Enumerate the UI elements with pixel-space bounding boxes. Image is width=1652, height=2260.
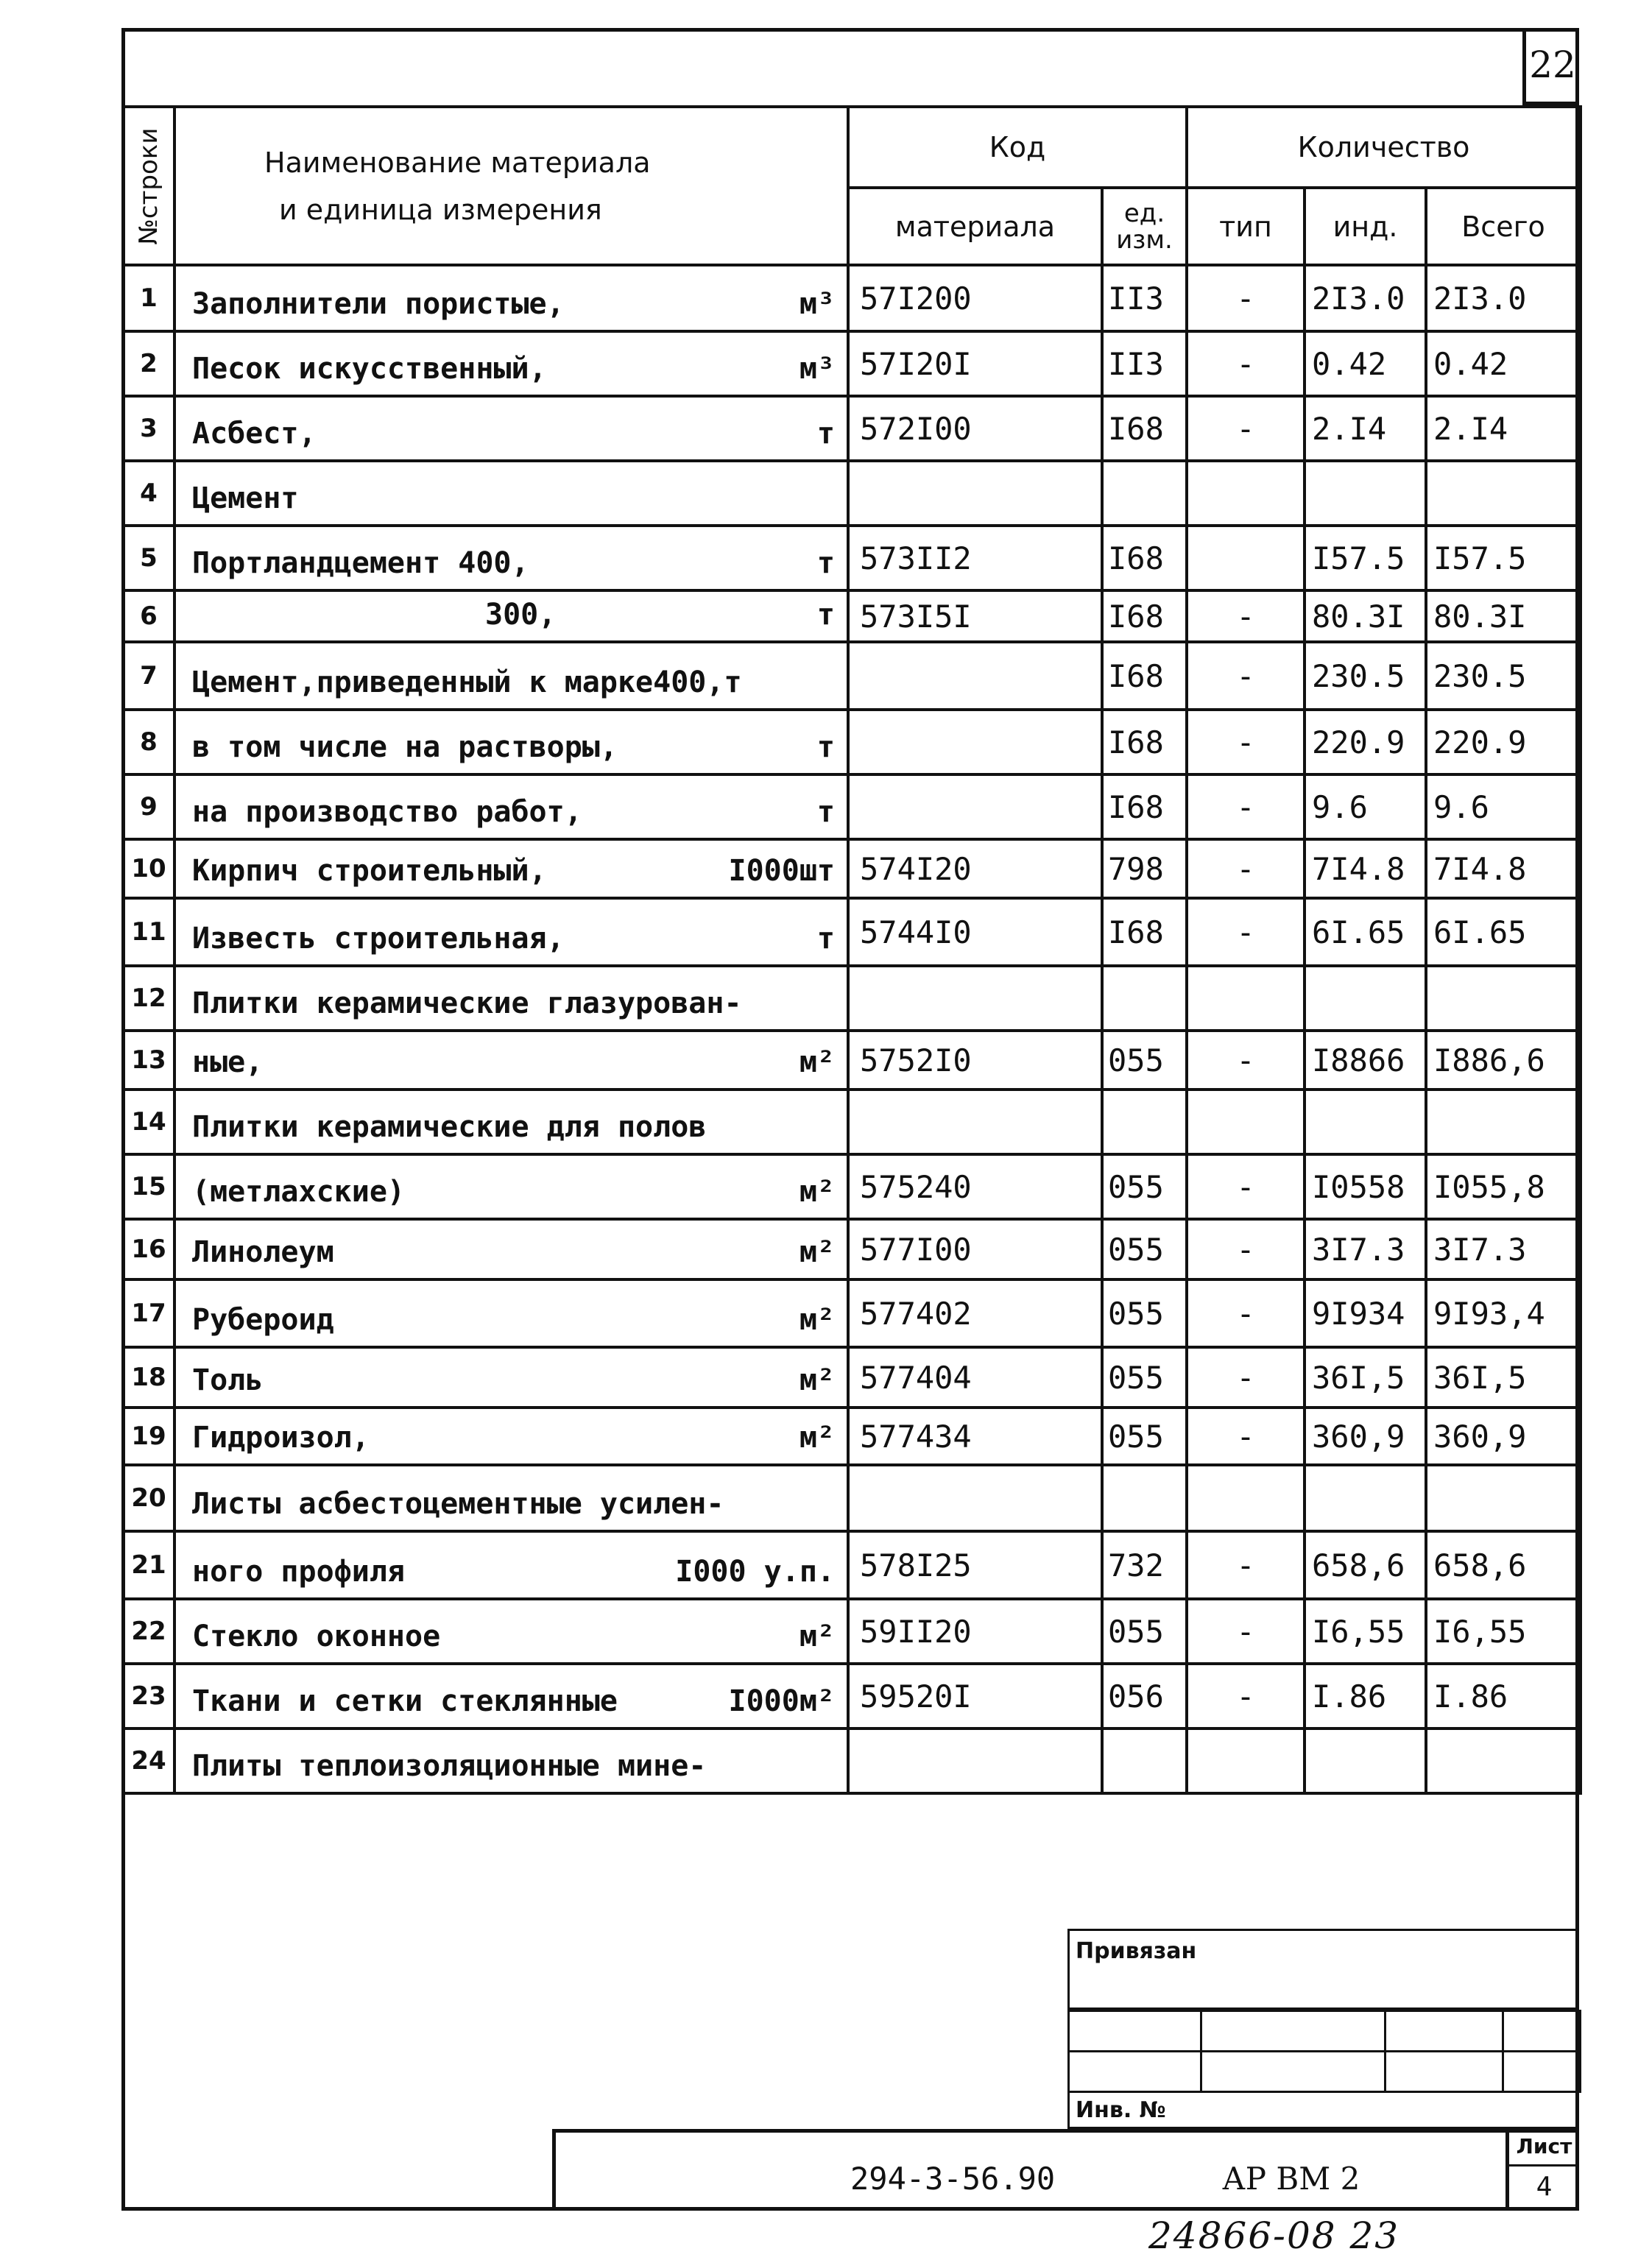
row-number: 4 bbox=[123, 461, 174, 526]
material-name-cell bbox=[174, 710, 848, 774]
qty-type: - bbox=[1187, 1154, 1305, 1219]
table-row bbox=[123, 966, 1581, 1031]
row-number: 12 bbox=[123, 966, 174, 1031]
qty-type bbox=[1187, 1728, 1305, 1793]
table-row bbox=[123, 1465, 1581, 1531]
header-qty-ind: инд. bbox=[1305, 188, 1426, 265]
qty-type: - bbox=[1187, 1031, 1305, 1090]
unit-code bbox=[1102, 461, 1187, 526]
material-unit: I000м² bbox=[728, 1684, 835, 1718]
table-row bbox=[123, 461, 1581, 526]
material-name-cell bbox=[174, 898, 848, 966]
header-quantity-group: Количество bbox=[1187, 107, 1581, 188]
qty-total: I6,55 bbox=[1426, 1599, 1581, 1664]
table-row bbox=[123, 1599, 1581, 1664]
material-name-cell bbox=[174, 1031, 848, 1090]
unit-code: I68 bbox=[1102, 898, 1187, 966]
qty-type bbox=[1187, 1090, 1305, 1154]
material-name: Листы асбестоцементные усилен- bbox=[192, 1487, 724, 1521]
qty-total: 80.3I bbox=[1426, 590, 1581, 642]
qty-type: - bbox=[1187, 1408, 1305, 1465]
material-code: 577404 bbox=[848, 1347, 1102, 1408]
qty-total: 220.9 bbox=[1426, 710, 1581, 774]
header-code-group: Код bbox=[848, 107, 1187, 188]
material-name: Асбест, bbox=[192, 417, 317, 451]
unit-code: 055 bbox=[1102, 1219, 1187, 1279]
material-code bbox=[848, 1728, 1102, 1793]
table-row bbox=[123, 1219, 1581, 1279]
table-row bbox=[123, 1408, 1581, 1465]
qty-type: - bbox=[1187, 396, 1305, 461]
table-row bbox=[123, 590, 1581, 642]
qty-ind: I0558 bbox=[1305, 1154, 1426, 1219]
unit-code: 055 bbox=[1102, 1599, 1187, 1664]
title-block bbox=[552, 2129, 1579, 2211]
row-number: 22 bbox=[123, 1599, 174, 1664]
qty-ind: I57.5 bbox=[1305, 526, 1426, 590]
unit-code bbox=[1102, 966, 1187, 1031]
unit-code: I68 bbox=[1102, 774, 1187, 839]
row-number: 23 bbox=[123, 1664, 174, 1728]
unit-code bbox=[1102, 1465, 1187, 1531]
table-row bbox=[123, 1090, 1581, 1154]
table-row bbox=[123, 526, 1581, 590]
material-code bbox=[848, 1465, 1102, 1531]
material-name: в том числе на растворы, bbox=[192, 730, 618, 764]
material-unit: м² bbox=[799, 1421, 835, 1455]
material-code bbox=[848, 710, 1102, 774]
material-name-cell bbox=[174, 839, 848, 898]
table-row bbox=[123, 1531, 1581, 1599]
qty-type: - bbox=[1187, 1279, 1305, 1347]
row-number: 6 bbox=[123, 590, 174, 642]
material-name-cell bbox=[174, 1279, 848, 1347]
material-unit: м² bbox=[799, 1175, 835, 1209]
material-code bbox=[848, 461, 1102, 526]
qty-ind: 220.9 bbox=[1305, 710, 1426, 774]
unit-code bbox=[1102, 1090, 1187, 1154]
material-code: 5744I0 bbox=[848, 898, 1102, 966]
material-name: Цемент,приведенный к марке400,т bbox=[192, 665, 742, 699]
material-unit: м² bbox=[799, 1235, 835, 1269]
unit-code: 055 bbox=[1102, 1279, 1187, 1347]
row-number: 14 bbox=[123, 1090, 174, 1154]
material-name-cell bbox=[174, 1728, 848, 1793]
qty-type: - bbox=[1187, 1599, 1305, 1664]
table-row bbox=[123, 1347, 1581, 1408]
qty-type: - bbox=[1187, 331, 1305, 396]
header-qty-type: тип bbox=[1187, 188, 1305, 265]
material-name: Известь строительная, bbox=[192, 922, 565, 956]
qty-total: I.86 bbox=[1426, 1664, 1581, 1728]
table-row bbox=[123, 1154, 1581, 1219]
bound-label: Привязан bbox=[1067, 1929, 1579, 2010]
table-row bbox=[123, 1031, 1581, 1090]
row-number: 1 bbox=[123, 265, 174, 331]
material-unit: т bbox=[816, 795, 835, 829]
material-name-cell bbox=[174, 331, 848, 396]
material-code: 59II20 bbox=[848, 1599, 1102, 1664]
table-row bbox=[123, 1664, 1581, 1728]
qty-type bbox=[1187, 526, 1305, 590]
qty-type: - bbox=[1187, 1531, 1305, 1599]
material-name-cell bbox=[174, 396, 848, 461]
material-name: ного профиля bbox=[192, 1555, 405, 1589]
qty-ind: 0.42 bbox=[1305, 331, 1426, 396]
material-code: 577I00 bbox=[848, 1219, 1102, 1279]
qty-total: 6I.65 bbox=[1426, 898, 1581, 966]
qty-ind: 6I.65 bbox=[1305, 898, 1426, 966]
unit-code: I68 bbox=[1102, 526, 1187, 590]
qty-type: - bbox=[1187, 898, 1305, 966]
row-number: 7 bbox=[123, 642, 174, 710]
material-name: 300, bbox=[485, 598, 557, 632]
qty-total: 7I4.8 bbox=[1426, 839, 1581, 898]
material-code: 577402 bbox=[848, 1279, 1102, 1347]
material-name: Толь bbox=[192, 1363, 264, 1397]
row-number: 2 bbox=[123, 331, 174, 396]
qty-ind: 230.5 bbox=[1305, 642, 1426, 710]
material-name: Плитки керамические для полов bbox=[192, 1110, 707, 1144]
row-number: 24 bbox=[123, 1728, 174, 1793]
qty-ind: 360,9 bbox=[1305, 1408, 1426, 1465]
qty-total: 0.42 bbox=[1426, 331, 1581, 396]
row-number: 5 bbox=[123, 526, 174, 590]
qty-type: - bbox=[1187, 774, 1305, 839]
material-code bbox=[848, 774, 1102, 839]
material-name: Стекло оконное bbox=[192, 1620, 441, 1653]
qty-ind: 9.6 bbox=[1305, 774, 1426, 839]
qty-ind: 2.I4 bbox=[1305, 396, 1426, 461]
qty-ind: I8866 bbox=[1305, 1031, 1426, 1090]
qty-ind: 658,6 bbox=[1305, 1531, 1426, 1599]
row-number: 10 bbox=[123, 839, 174, 898]
material-name: Заполнители пористые, bbox=[192, 287, 565, 321]
table-row bbox=[123, 774, 1581, 839]
row-number: 20 bbox=[123, 1465, 174, 1531]
unit-code: 732 bbox=[1102, 1531, 1187, 1599]
qty-ind bbox=[1305, 1728, 1426, 1793]
table-row bbox=[123, 396, 1581, 461]
material-code: 59520I bbox=[848, 1664, 1102, 1728]
material-unit: I000 у.п. bbox=[675, 1555, 835, 1589]
table-row bbox=[123, 839, 1581, 898]
unit-code: I68 bbox=[1102, 590, 1187, 642]
material-code bbox=[848, 642, 1102, 710]
material-name: Гидроизол, bbox=[192, 1421, 370, 1455]
qty-type: - bbox=[1187, 710, 1305, 774]
unit-code bbox=[1102, 1728, 1187, 1793]
qty-ind: I6,55 bbox=[1305, 1599, 1426, 1664]
material-code: 573I5I bbox=[848, 590, 1102, 642]
qty-total: 9.6 bbox=[1426, 774, 1581, 839]
material-name-cell bbox=[174, 265, 848, 331]
row-number: 3 bbox=[123, 396, 174, 461]
material-name: (метлахские) bbox=[192, 1175, 405, 1209]
row-number: 13 bbox=[123, 1031, 174, 1090]
unit-code: I68 bbox=[1102, 396, 1187, 461]
qty-ind bbox=[1305, 1465, 1426, 1531]
sheet-box bbox=[1505, 2129, 1579, 2211]
qty-total: I886,6 bbox=[1426, 1031, 1581, 1090]
material-unit: I000шт bbox=[728, 854, 835, 888]
unit-code: 056 bbox=[1102, 1664, 1187, 1728]
qty-total: 2.I4 bbox=[1426, 396, 1581, 461]
material-name: на производство работ, bbox=[192, 795, 582, 829]
row-number: 8 bbox=[123, 710, 174, 774]
qty-type bbox=[1187, 1465, 1305, 1531]
material-name-cell bbox=[174, 1599, 848, 1664]
unit-code: 055 bbox=[1102, 1347, 1187, 1408]
sheet-number: 4 bbox=[1536, 2172, 1553, 2202]
header-code-material: материала bbox=[848, 188, 1102, 265]
row-number: 9 bbox=[123, 774, 174, 839]
qty-ind: I.86 bbox=[1305, 1664, 1426, 1728]
inventory-label: Инв. № bbox=[1067, 2091, 1579, 2129]
qty-total bbox=[1426, 966, 1581, 1031]
material-name-cell bbox=[174, 1531, 848, 1599]
qty-type: - bbox=[1187, 642, 1305, 710]
header-row-number: №строки bbox=[123, 107, 174, 265]
material-unit: т bbox=[816, 417, 835, 451]
qty-ind: 9I934 bbox=[1305, 1279, 1426, 1347]
qty-total: 36I,5 bbox=[1426, 1347, 1581, 1408]
material-code: 578I25 bbox=[848, 1531, 1102, 1599]
material-unit: т bbox=[816, 598, 835, 632]
qty-ind: 7I4.8 bbox=[1305, 839, 1426, 898]
material-unit: м³ bbox=[799, 352, 835, 386]
qty-total: I055,8 bbox=[1426, 1154, 1581, 1219]
qty-total: 2I3.0 bbox=[1426, 265, 1581, 331]
material-name-cell bbox=[174, 1347, 848, 1408]
table-row bbox=[123, 265, 1581, 331]
row-number: 11 bbox=[123, 898, 174, 966]
qty-total: I57.5 bbox=[1426, 526, 1581, 590]
header-qty-total: Всего bbox=[1426, 188, 1581, 265]
material-name-cell bbox=[174, 1090, 848, 1154]
qty-type: - bbox=[1187, 1219, 1305, 1279]
qty-total: 360,9 bbox=[1426, 1408, 1581, 1465]
qty-ind bbox=[1305, 1090, 1426, 1154]
sheet-label: Лист bbox=[1509, 2129, 1579, 2167]
row-number: 16 bbox=[123, 1219, 174, 1279]
row-number: 21 bbox=[123, 1531, 174, 1599]
unit-code: II3 bbox=[1102, 331, 1187, 396]
qty-total bbox=[1426, 1465, 1581, 1531]
material-unit: т bbox=[816, 730, 835, 764]
material-unit: м² bbox=[799, 1045, 835, 1079]
material-name: ные, bbox=[192, 1045, 264, 1079]
row-number: 15 bbox=[123, 1154, 174, 1219]
unit-code: I68 bbox=[1102, 710, 1187, 774]
material-name-cell bbox=[174, 774, 848, 839]
document-code: 294-3-56.90 bbox=[850, 2161, 1056, 2197]
qty-ind: 2I3.0 bbox=[1305, 265, 1426, 331]
material-unit: м³ bbox=[799, 287, 835, 321]
unit-code: 055 bbox=[1102, 1408, 1187, 1465]
qty-type: - bbox=[1187, 839, 1305, 898]
material-code: 573II2 bbox=[848, 526, 1102, 590]
material-name: Рубероид bbox=[192, 1303, 334, 1337]
table-row bbox=[123, 642, 1581, 710]
material-name-cell bbox=[174, 526, 848, 590]
page-number: 22 bbox=[1522, 28, 1579, 105]
qty-type: - bbox=[1187, 265, 1305, 331]
material-name: Песок искусственный, bbox=[192, 352, 547, 386]
unit-code: I68 bbox=[1102, 642, 1187, 710]
qty-type: - bbox=[1187, 1347, 1305, 1408]
qty-ind: 3I7.3 bbox=[1305, 1219, 1426, 1279]
archive-number: 24866-08 23 bbox=[1148, 2214, 1400, 2257]
stamp-grid bbox=[1067, 2010, 1581, 2093]
qty-ind: 36I,5 bbox=[1305, 1347, 1426, 1408]
qty-type: - bbox=[1187, 590, 1305, 642]
qty-total: 9I93,4 bbox=[1426, 1279, 1581, 1347]
material-code: 57I20I bbox=[848, 331, 1102, 396]
qty-ind bbox=[1305, 461, 1426, 526]
material-code bbox=[848, 966, 1102, 1031]
material-code: 577434 bbox=[848, 1408, 1102, 1465]
material-name-cell bbox=[174, 1408, 848, 1465]
material-name-cell bbox=[174, 642, 848, 710]
qty-total bbox=[1426, 1090, 1581, 1154]
header-code-unit: ед. изм. bbox=[1102, 188, 1187, 265]
materials-table bbox=[121, 105, 1582, 1795]
qty-type: - bbox=[1187, 1664, 1305, 1728]
material-unit: м² bbox=[799, 1363, 835, 1397]
material-name: Плиты теплоизоляционные мине- bbox=[192, 1749, 707, 1783]
table-row bbox=[123, 1279, 1581, 1347]
row-number: 17 bbox=[123, 1279, 174, 1347]
qty-total: 230.5 bbox=[1426, 642, 1581, 710]
material-code bbox=[848, 1090, 1102, 1154]
qty-ind bbox=[1305, 966, 1426, 1031]
table-row bbox=[123, 331, 1581, 396]
material-code: 5752I0 bbox=[848, 1031, 1102, 1090]
material-name-cell bbox=[174, 461, 848, 526]
qty-type bbox=[1187, 461, 1305, 526]
qty-type bbox=[1187, 966, 1305, 1031]
material-code: 574I20 bbox=[848, 839, 1102, 898]
material-name: Ткани и сетки стеклянные bbox=[192, 1684, 618, 1718]
qty-total bbox=[1426, 1728, 1581, 1793]
material-name: Цемент bbox=[192, 481, 299, 515]
header-name: Наименование материала и единица измерения bbox=[174, 107, 848, 265]
document-mark: АР ВМ 2 bbox=[1222, 2161, 1360, 2197]
material-name-cell bbox=[174, 1154, 848, 1219]
material-unit: м² bbox=[799, 1303, 835, 1337]
material-name-cell bbox=[174, 1664, 848, 1728]
qty-total bbox=[1426, 461, 1581, 526]
material-name: Плитки керамические глазурован- bbox=[192, 986, 742, 1020]
material-code: 572I00 bbox=[848, 396, 1102, 461]
unit-code: 055 bbox=[1102, 1154, 1187, 1219]
qty-total: 3I7.3 bbox=[1426, 1219, 1581, 1279]
row-number: 19 bbox=[123, 1408, 174, 1465]
table-row bbox=[123, 710, 1581, 774]
qty-ind: 80.3I bbox=[1305, 590, 1426, 642]
material-name: Кирпич строительный, bbox=[192, 854, 547, 888]
row-number: 18 bbox=[123, 1347, 174, 1408]
material-code: 57I200 bbox=[848, 265, 1102, 331]
material-name-cell bbox=[174, 1465, 848, 1531]
material-code: 575240 bbox=[848, 1154, 1102, 1219]
unit-code: II3 bbox=[1102, 265, 1187, 331]
unit-code: 798 bbox=[1102, 839, 1187, 898]
material-name-cell bbox=[174, 966, 848, 1031]
material-unit: т bbox=[816, 922, 835, 956]
unit-code: 055 bbox=[1102, 1031, 1187, 1090]
material-name-cell bbox=[174, 1219, 848, 1279]
material-name: Линолеум bbox=[192, 1235, 334, 1269]
table-row bbox=[123, 1728, 1581, 1793]
material-unit: т bbox=[816, 546, 835, 580]
table-row bbox=[123, 898, 1581, 966]
material-unit: м² bbox=[799, 1620, 835, 1653]
qty-total: 658,6 bbox=[1426, 1531, 1581, 1599]
material-name: Портландцемент 400, bbox=[192, 546, 529, 580]
material-name-cell bbox=[174, 590, 848, 642]
